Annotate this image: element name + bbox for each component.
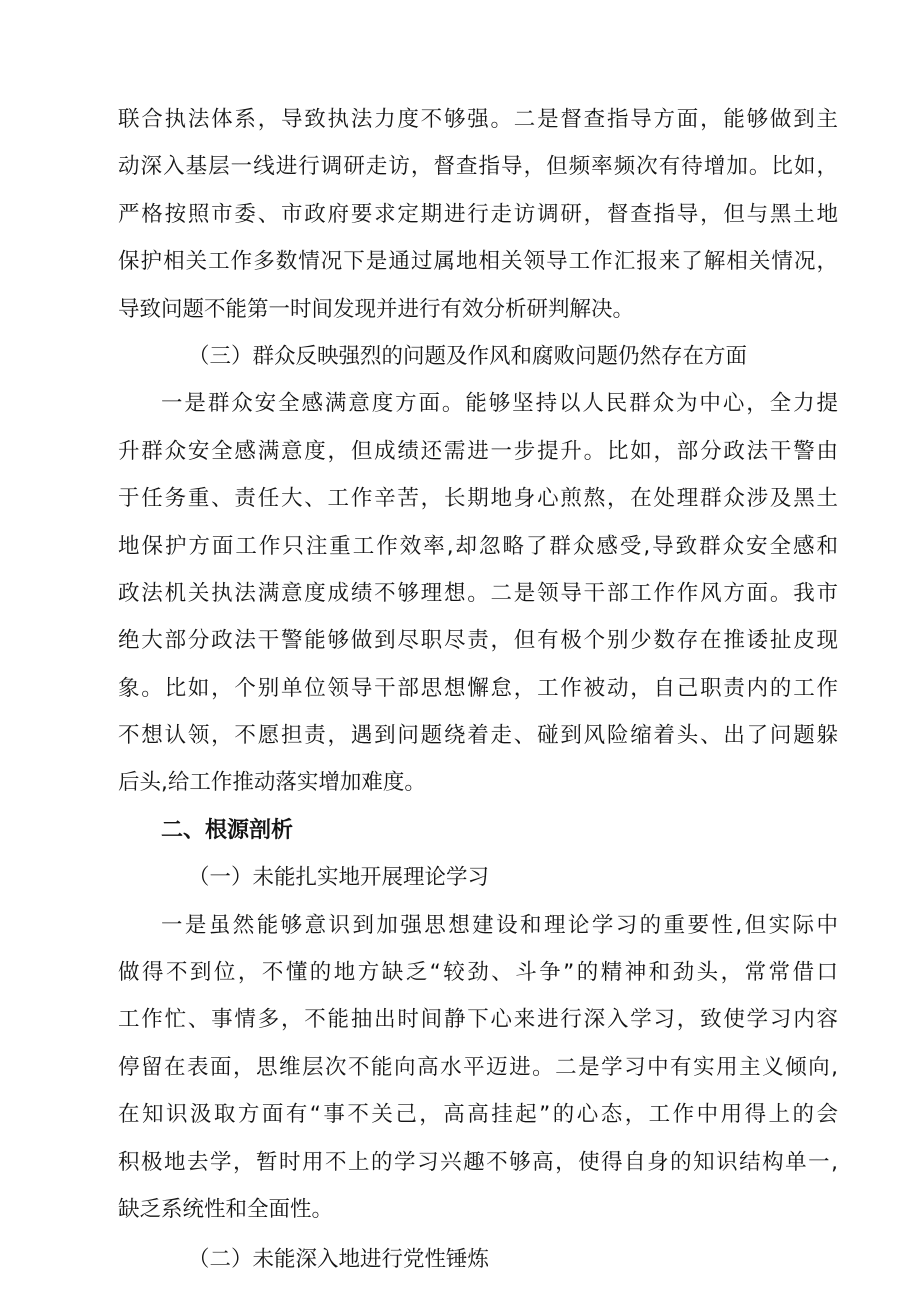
subheading-2: （二）未能深入地进行党性锤炼 bbox=[188, 1247, 490, 1273]
text-line: 联合执法体系，导致执法力度不够强。二是督查指导方面，能够做到主 bbox=[118, 107, 838, 132]
text-line: 严格按照市委、市政府要求定期进行走访调研，督查指导，但与黑土地 bbox=[118, 201, 838, 227]
text-line: 在知识汲取方面有“事不关己，高高挂起”的心态，工作中用得上的会 bbox=[118, 1102, 838, 1128]
text-line: 停留在表面，思维层次不能向高水平迈进。二是学习中有实用主义倾向, bbox=[118, 1054, 838, 1080]
text-line: 不想认领，不愿担责，遇到问题绕着走、碰到风险缩着头、出了问题躲 bbox=[118, 723, 838, 749]
text-line: 导致问题不能第一时间发现并进行有效分析研判解决。 bbox=[118, 296, 635, 322]
text-line: 政法机关执法满意度成绩不够理想。二是领导干部工作作风方面。我市 bbox=[118, 580, 838, 606]
subheading-3: （三）群众反映强烈的问题及作风和腐败问题仍然存在方面 bbox=[188, 343, 748, 369]
text-line: 后头,给工作推动落实增加难度。 bbox=[118, 770, 426, 796]
text-line: 地保护方面工作只注重工作效率,却忽略了群众感受,导致群众安全感和 bbox=[118, 533, 838, 559]
text-line: 缺乏系统性和全面性。 bbox=[118, 1196, 334, 1222]
text-line: 于任务重、责任大、工作辛苦，长期地身心煎熬，在处理群众涉及黑土 bbox=[118, 486, 838, 512]
text-line: 工作忙、事情多，不能抽出时间静下心来进行深入学习，致使学习内容 bbox=[118, 1007, 838, 1033]
text-line: 一是虽然能够意识到加强思想建设和理论学习的重要性,但实际中 bbox=[161, 912, 838, 938]
text-line: 保护相关工作多数情况下是通过属地相关领导工作汇报来了解相关情况， bbox=[118, 249, 838, 275]
text-line: 做得不到位，不懂的地方缺乏“较劲、斗争”的精神和劲头，常常借口 bbox=[118, 960, 838, 986]
text-line: 积极地去学，暂时用不上的学习兴趣不够高，使得自身的知识结构单一, bbox=[118, 1149, 838, 1175]
text-line: 象。比如，个别单位领导干部思想懈怠，工作被动，自己职责内的工作 bbox=[118, 675, 838, 701]
document-body bbox=[118, 96, 838, 1286]
text-line: 绝大部分政法干警能够做到尽职尽责，但有极个别少数存在推诿扯皮现 bbox=[118, 628, 838, 654]
subheading-1: （一）未能扎实地开展理论学习 bbox=[188, 865, 490, 891]
section-heading: 二、根源剖析 bbox=[161, 817, 294, 843]
text-line: 动深入基层一线进行调研走访，督查指导，但频率频次有待增加。比如， bbox=[118, 154, 838, 180]
text-line: 升群众安全感满意度，但成绩还需进一步提升。比如，部分政法干警由 bbox=[118, 438, 838, 464]
text-line: 一是群众安全感满意度方面。能够坚持以人民群众为中心，全力提 bbox=[161, 391, 838, 417]
